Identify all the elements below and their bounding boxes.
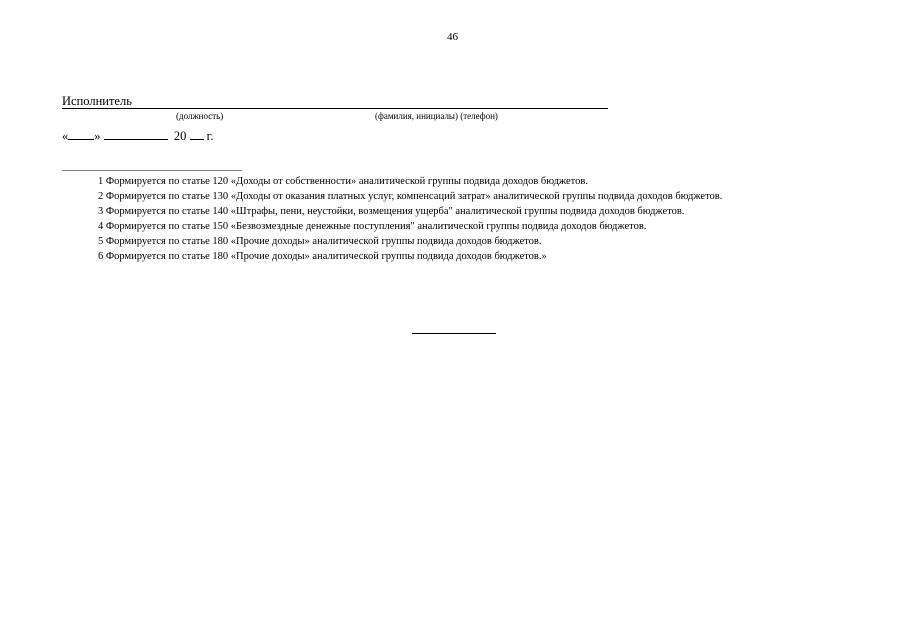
footnote-6: 6 Формируется по статье 180 «Прочие доходы» аналитической группы подвида доходов бюджетов.» bbox=[98, 251, 547, 262]
footnotes bbox=[62, 174, 846, 264]
footnote-4: 4 Формируется по статье 150 «Безвозмездные денежные поступления" аналитической группы подвида доходов бюджетов. bbox=[98, 221, 647, 232]
quote-close: » bbox=[94, 129, 101, 143]
year-prefix: 20 bbox=[173, 129, 187, 143]
date-line bbox=[62, 128, 213, 143]
executor-label: Исполнитель bbox=[62, 94, 132, 108]
footnote-5: 5 Формируется по статье 180 «Прочие доходы» аналитической группы подвида доходов бюджетов. bbox=[98, 236, 542, 247]
footnote-2: 2 Формируется по статье 130 «Доходы от оказания платных услуг, компенсаций затрат» аналитической группы подвида доходов бюджетов. bbox=[98, 191, 723, 202]
footnote-separator bbox=[62, 170, 242, 171]
page-number: 46 bbox=[447, 31, 458, 43]
footnote-1: 1 Формируется по статье 120 «Доходы от собственности» аналитической группы подвида доходов бюджетов. bbox=[98, 176, 588, 187]
end-rule bbox=[412, 333, 496, 334]
month-blank bbox=[104, 128, 168, 140]
caption-position: (должность) bbox=[176, 111, 224, 121]
year-blank bbox=[190, 128, 204, 140]
day-blank bbox=[68, 128, 94, 140]
caption-name-phone: (фамилия, инициалы) (телефон) bbox=[375, 111, 498, 121]
quote-open: « bbox=[62, 129, 69, 143]
executor-signature-line bbox=[62, 94, 608, 109]
year-suffix: г. bbox=[206, 129, 214, 143]
footnote-3: 3 Формируется по статье 140 «Штрафы, пени, неустойки, возмещения ущерба" аналитической группы подвида доходов бюджетов. bbox=[98, 206, 685, 217]
